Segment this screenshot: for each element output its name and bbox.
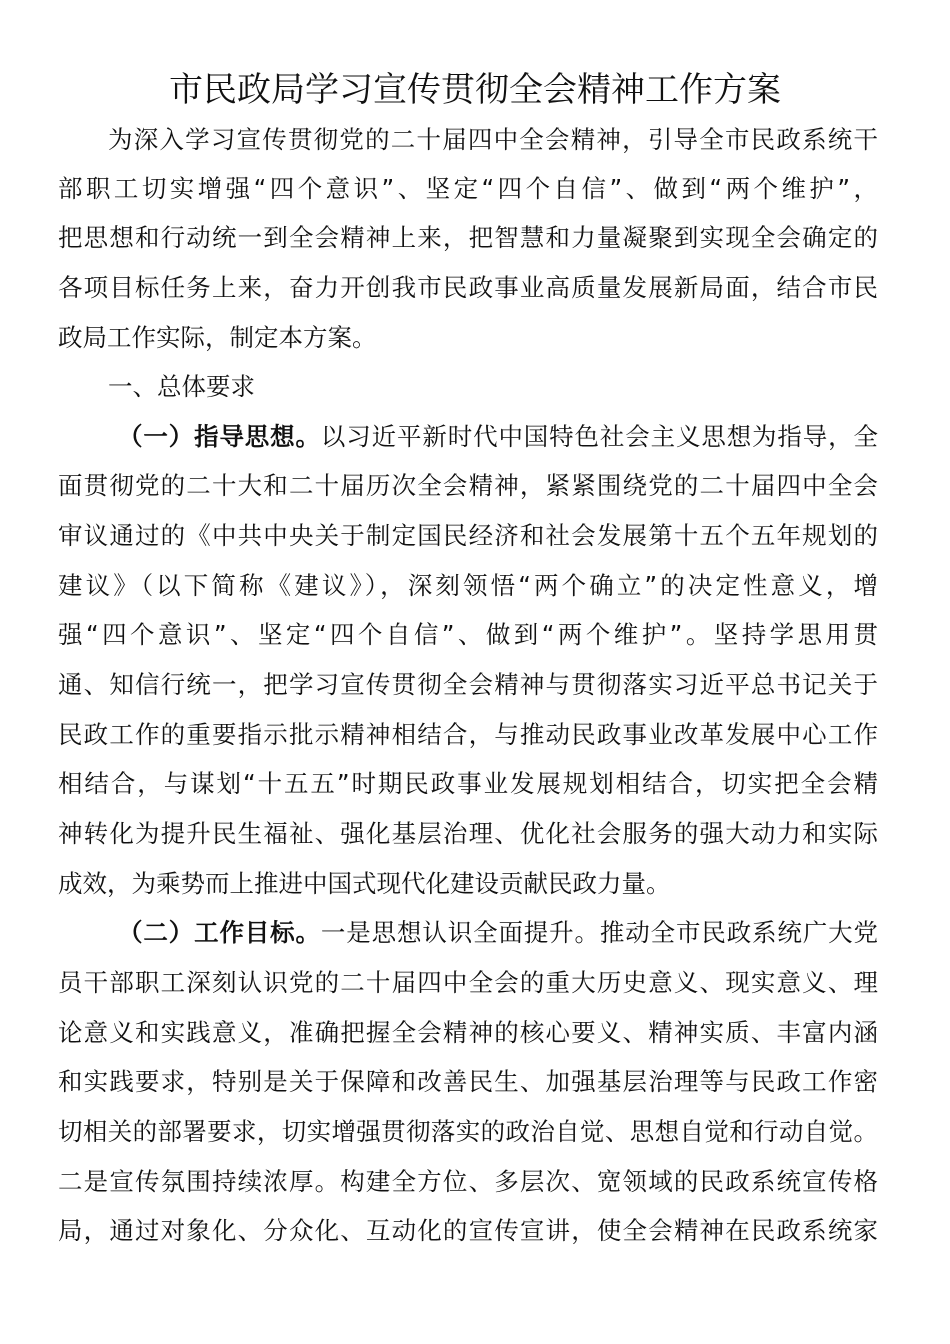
- line-text: 把思想和行动统一到全会精神上来，把智慧和力量凝聚到实现全会确定的: [58, 223, 878, 252]
- line-text: 相结合，与谋划“十五五”时期民政事业发展规划相结合，切实把全会精: [58, 769, 878, 798]
- paragraph-line: [58, 1112, 878, 1152]
- paragraph-line: [108, 367, 878, 407]
- paragraph-line: [58, 268, 878, 308]
- line-text: 一、总体要求: [108, 372, 255, 401]
- paragraph-line: [58, 764, 878, 804]
- line-text: 一是思想认识全面提升。推动全市民政系统广大党: [320, 918, 879, 947]
- line-text: 通、知信行统一，把学习宣传贯彻全会精神与贯彻落实习近平总书记关于: [58, 670, 878, 699]
- line-text: 民政工作的重要指示批示精神相结合，与推动民政事业改革发展中心工作: [58, 720, 878, 749]
- paragraph-line: [58, 1211, 878, 1251]
- line-text: 成效，为乘势而上推进中国式现代化建设贡献民政力量。: [58, 869, 671, 898]
- paragraph-line: [58, 615, 878, 655]
- paragraph-line: [108, 120, 878, 160]
- line-text: 政局工作实际，制定本方案。: [58, 323, 377, 352]
- document-title: 市民政局学习宣传贯彻全会精神工作方案: [169, 70, 781, 110]
- paragraph-line: [58, 963, 878, 1003]
- line-text: 面贯彻党的二十大和二十届历次全会精神，紧紧围绕党的二十届四中全会: [58, 471, 878, 500]
- paragraph-line: [58, 665, 878, 705]
- line-text: 部职工切实增强“四个意识”、坚定“四个自信”、做到“两个维护”，: [58, 174, 878, 203]
- line-text: 切相关的部署要求，切实增强贯彻落实的政治自觉、思想自觉和行动自觉。: [58, 1117, 878, 1146]
- paragraph-line: [58, 1013, 878, 1053]
- line-text: 强“四个意识”、坚定“四个自信”、做到“两个维护”。坚持学思用贯: [58, 620, 878, 649]
- paragraph-line: [58, 516, 878, 556]
- paragraph-line: [58, 715, 878, 755]
- paragraph-line: [58, 1162, 878, 1202]
- section-heading: （一）指导思想。: [118, 422, 321, 451]
- paragraph-line: [58, 318, 878, 358]
- paragraph-line: [58, 814, 878, 854]
- paragraph-line: [58, 218, 878, 258]
- line-text: 局，通过对象化、分众化、互动化的宣传宣讲，使全会精神在民政系统家: [58, 1216, 878, 1245]
- line-text: 各项目标任务上来，奋力开创我市民政事业高质量发展新局面，结合市民: [58, 273, 878, 302]
- line-text: 和实践要求，特别是关于保障和改善民生、加强基层治理等与民政工作密: [58, 1067, 878, 1096]
- line-text: 审议通过的《中共中央关于制定国民经济和社会发展第十五个五年规划的: [58, 521, 878, 550]
- paragraph-line: [58, 566, 878, 606]
- paragraph-line: [58, 169, 878, 209]
- section-heading-paragraph-line: [118, 913, 878, 953]
- paragraph-line: [58, 466, 878, 506]
- line-text: 二是宣传氛围持续浓厚。构建全方位、多层次、宽领域的民政系统宣传格: [58, 1167, 878, 1196]
- section-heading: （二）工作目标。: [118, 918, 321, 947]
- line-text: 论意义和实践意义，准确把握全会精神的核心要义、精神实质、丰富内涵: [58, 1018, 878, 1047]
- line-text: 员干部职工深刻认识党的二十届四中全会的重大历史意义、现实意义、理: [58, 968, 878, 997]
- paragraph-line: [58, 1062, 878, 1102]
- paragraph-line: [58, 864, 878, 904]
- line-text: 以习近平新时代中国特色社会主义思想为指导，全: [320, 422, 879, 451]
- line-text: 为深入学习宣传贯彻党的二十届四中全会精神，引导全市民政系统干: [108, 125, 878, 154]
- section-heading-paragraph-line: [118, 417, 878, 457]
- line-text: 建议》（以下简称《建议》），深刻领悟“两个确立”的决定性意义，增: [58, 571, 878, 600]
- line-text: 神转化为提升民生福祉、强化基层治理、优化社会服务的强大动力和实际: [58, 819, 878, 848]
